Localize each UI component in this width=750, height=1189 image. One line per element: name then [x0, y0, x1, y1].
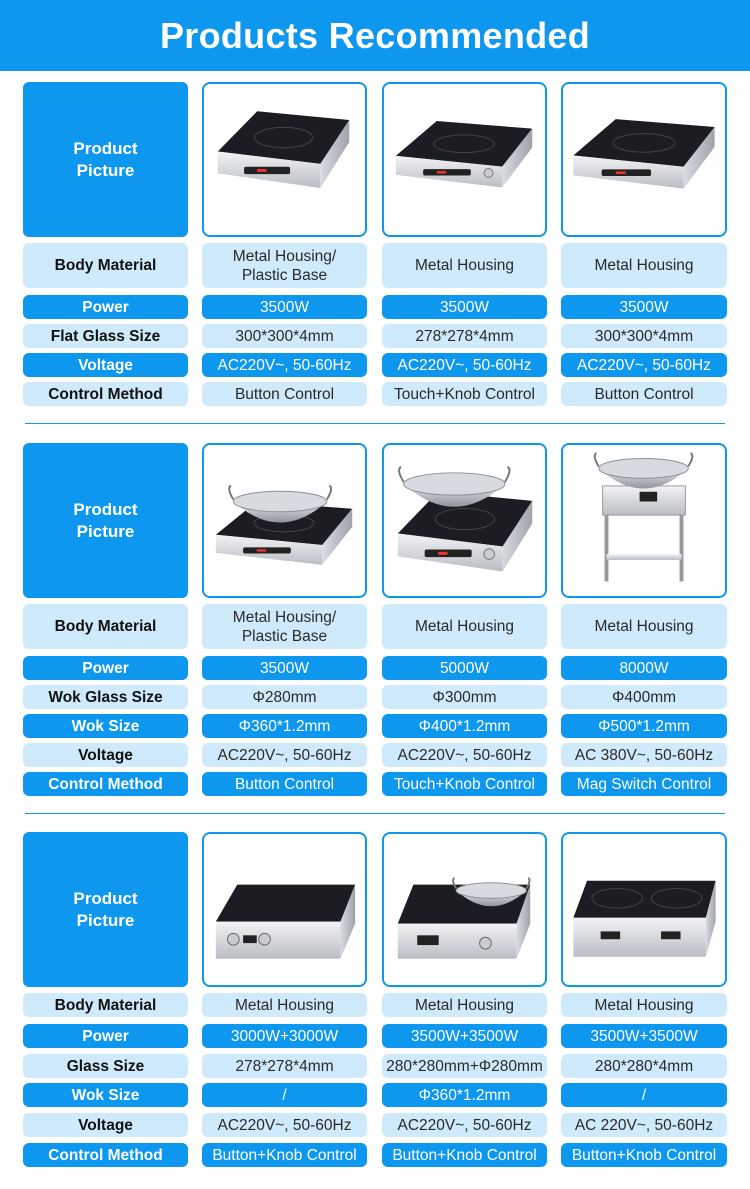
- spec-label-control-method: Control Method: [23, 1143, 188, 1167]
- product-picture-label: Product Picture: [23, 832, 188, 987]
- spec-value: Mag Switch Control: [561, 772, 727, 796]
- spec-value: Button+Knob Control: [561, 1143, 727, 1167]
- spec-value: 3000W+3000W: [202, 1024, 367, 1048]
- spec-value: Button+Knob Control: [202, 1143, 367, 1167]
- spec-value: AC220V~, 50-60Hz: [382, 1113, 547, 1137]
- wok-cooker-tabletop-icon[interactable]: [202, 443, 367, 598]
- spec-value: Φ300mm: [382, 685, 547, 709]
- cooktop-single-flat-large-icon[interactable]: [561, 82, 727, 237]
- spec-value: 280*280*4mm: [561, 1054, 727, 1078]
- spec-value: 3500W: [202, 656, 367, 680]
- spec-label-voltage: Voltage: [23, 743, 188, 767]
- spec-label-wok-size: Wok Size: [23, 1083, 188, 1107]
- spec-value: 5000W: [382, 656, 547, 680]
- spec-value: Touch+Knob Control: [382, 772, 547, 796]
- spec-value: AC220V~, 50-60Hz: [202, 353, 367, 377]
- spec-value: Button+Knob Control: [382, 1143, 547, 1167]
- spec-label-control-method: Control Method: [23, 382, 188, 406]
- spec-value: Φ400*1.2mm: [382, 714, 547, 738]
- spec-value: AC220V~, 50-60Hz: [382, 353, 547, 377]
- spec-value: 3500W: [561, 295, 727, 319]
- spec-label-wok-glass-size: Wok Glass Size: [23, 685, 188, 709]
- spec-value: AC220V~, 50-60Hz: [202, 1113, 367, 1137]
- spec-value: Button Control: [561, 382, 727, 406]
- spec-value: 3500W: [202, 295, 367, 319]
- spec-value: AC 380V~, 50-60Hz: [561, 743, 727, 767]
- double-cooktop-wok-icon[interactable]: [382, 832, 547, 987]
- spec-label-body-material: Body Material: [23, 993, 188, 1017]
- spec-value: Φ280mm: [202, 685, 367, 709]
- product-picture-label: Product Picture: [23, 443, 188, 598]
- section-divider: [25, 423, 725, 424]
- spec-label-power: Power: [23, 656, 188, 680]
- spec-value: Metal Housing: [382, 604, 547, 649]
- spec-label-glass-size: Glass Size: [23, 1054, 188, 1078]
- cooktop-single-flat-knob-icon[interactable]: [382, 82, 547, 237]
- spec-value: Φ500*1.2mm: [561, 714, 727, 738]
- spec-label-power: Power: [23, 295, 188, 319]
- product-picture-label: Product Picture: [23, 82, 188, 237]
- spec-value: Metal Housing: [382, 243, 547, 288]
- spec-value: Metal Housing: [561, 993, 727, 1017]
- double-cooktop-flat-large-icon[interactable]: [561, 832, 727, 987]
- page-title: Products Recommended: [159, 14, 591, 56]
- spec-value: Metal Housing: [561, 604, 727, 649]
- spec-value: Metal Housing: [561, 243, 727, 288]
- spec-value: 280*280mm+Φ280mm: [382, 1054, 547, 1078]
- spec-label-control-method: Control Method: [23, 772, 188, 796]
- spec-value: 3500W+3500W: [561, 1024, 727, 1048]
- spec-value: AC 220V~, 50-60Hz: [561, 1113, 727, 1137]
- wok-cooker-knob-icon[interactable]: [382, 443, 547, 598]
- spec-value: Metal Housing/ Plastic Base: [202, 243, 367, 288]
- spec-value: 278*278*4mm: [202, 1054, 367, 1078]
- spec-value: Touch+Knob Control: [382, 382, 547, 406]
- spec-value: Φ360*1.2mm: [202, 714, 367, 738]
- spec-value: AC220V~, 50-60Hz: [561, 353, 727, 377]
- spec-value: /: [202, 1083, 367, 1107]
- spec-label-power: Power: [23, 1024, 188, 1048]
- spec-value: 278*278*4mm: [382, 324, 547, 348]
- spec-value: 3500W: [382, 295, 547, 319]
- spec-value: 300*300*4mm: [202, 324, 367, 348]
- double-cooktop-flat-icon[interactable]: [202, 832, 367, 987]
- spec-label-wok-size: Wok Size: [23, 714, 188, 738]
- wok-cooker-stand-icon[interactable]: [561, 443, 727, 598]
- spec-value: 8000W: [561, 656, 727, 680]
- spec-label-body-material: Body Material: [23, 604, 188, 649]
- spec-label-flat-glass-size: Flat Glass Size: [23, 324, 188, 348]
- spec-value: /: [561, 1083, 727, 1107]
- spec-value: Metal Housing/ Plastic Base: [202, 604, 367, 649]
- spec-value: Metal Housing: [202, 993, 367, 1017]
- spec-value: Metal Housing: [382, 993, 547, 1017]
- spec-label-voltage: Voltage: [23, 1113, 188, 1137]
- spec-value: 3500W+3500W: [382, 1024, 547, 1048]
- spec-value: AC220V~, 50-60Hz: [202, 743, 367, 767]
- spec-value: Button Control: [202, 772, 367, 796]
- page-header: [0, 0, 750, 71]
- cooktop-single-flat-icon[interactable]: [202, 82, 367, 237]
- spec-value: 300*300*4mm: [561, 324, 727, 348]
- spec-value: Φ400mm: [561, 685, 727, 709]
- section-divider: [25, 813, 725, 814]
- spec-value: AC220V~, 50-60Hz: [382, 743, 547, 767]
- spec-label-voltage: Voltage: [23, 353, 188, 377]
- spec-value: Button Control: [202, 382, 367, 406]
- spec-label-body-material: Body Material: [23, 243, 188, 288]
- spec-value: Φ360*1.2mm: [382, 1083, 547, 1107]
